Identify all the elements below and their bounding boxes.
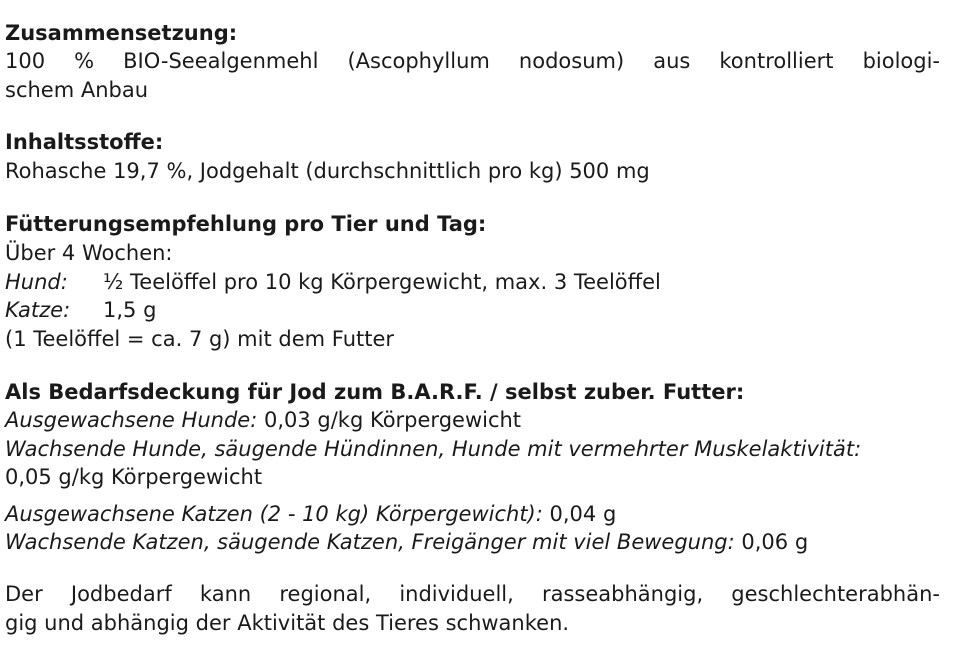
barf-adult-cats-value: 0,04 g <box>549 502 617 526</box>
feeding-dog-label: Hund: <box>5 270 68 294</box>
barf-growing-dogs-value: 0,05 g/kg Körpergewicht <box>5 465 263 489</box>
footer-text-line1: Der Jodbedarf kann regional, individuell, rasseabhängig, geschlechterabhän- <box>5 582 940 606</box>
feeding-period: Über 4 Wochen: <box>5 241 173 265</box>
barf-adult-cats <box>5 500 616 528</box>
composition-heading: Zusammensetzung: <box>5 21 238 45</box>
barf-growing-cats-value: 0,06 g <box>741 530 809 554</box>
feeding-dog-value: ½ Teelöffel pro 10 kg Körpergewicht, max. 3 Teelöffel <box>103 270 661 294</box>
barf-adult-dogs-label: Ausgewachsene Hunde: <box>5 408 258 432</box>
barf-growing-dogs-label: Wachsende Hunde, säugende Hündinnen, Hunde mit vermehrter Muskelaktivität: <box>5 437 862 461</box>
feeding-heading: Fütterungsempfehlung pro Tier und Tag: <box>5 212 487 236</box>
composition-text-line1: 100 % BIO-Seealgenmehl (Ascophyllum nodosum) aus kontrolliert biologi- <box>5 49 940 73</box>
footer-text-line2: gig und abhängig der Aktivität des Tieres schwanken. <box>5 611 570 635</box>
feeding-cat-label: Katze: <box>5 298 71 322</box>
barf-adult-dogs <box>5 406 521 434</box>
feeding-cat-value: 1,5 g <box>103 298 157 322</box>
barf-growing-cats <box>5 528 808 556</box>
barf-adult-dogs-value: 0,03 g/kg Körpergewicht <box>263 408 522 432</box>
barf-growing-cats-label: Wachsende Katzen, säugende Katzen, Freigänger mit viel Bewegung: <box>5 530 735 554</box>
feeding-dog-row <box>5 268 661 296</box>
barf-heading: Als Bedarfsdeckung für Jod zum B.A.R.F. / selbst zuber. Futter: <box>5 380 745 404</box>
feeding-cat-row <box>5 296 156 324</box>
feeding-note: (1 Teelöffel = ca. 7 g) mit dem Futter <box>5 327 395 351</box>
barf-adult-cats-label: Ausgewachsene Katzen (2 - 10 kg) Körpergewicht): <box>5 502 543 526</box>
ingredients-heading: Inhaltsstoffe: <box>5 130 164 154</box>
ingredients-text: Rohasche 19,7 %, Jodgehalt (durchschnittlich pro kg) 500 mg <box>5 159 650 183</box>
composition-text-line2: schem Anbau <box>5 78 149 102</box>
